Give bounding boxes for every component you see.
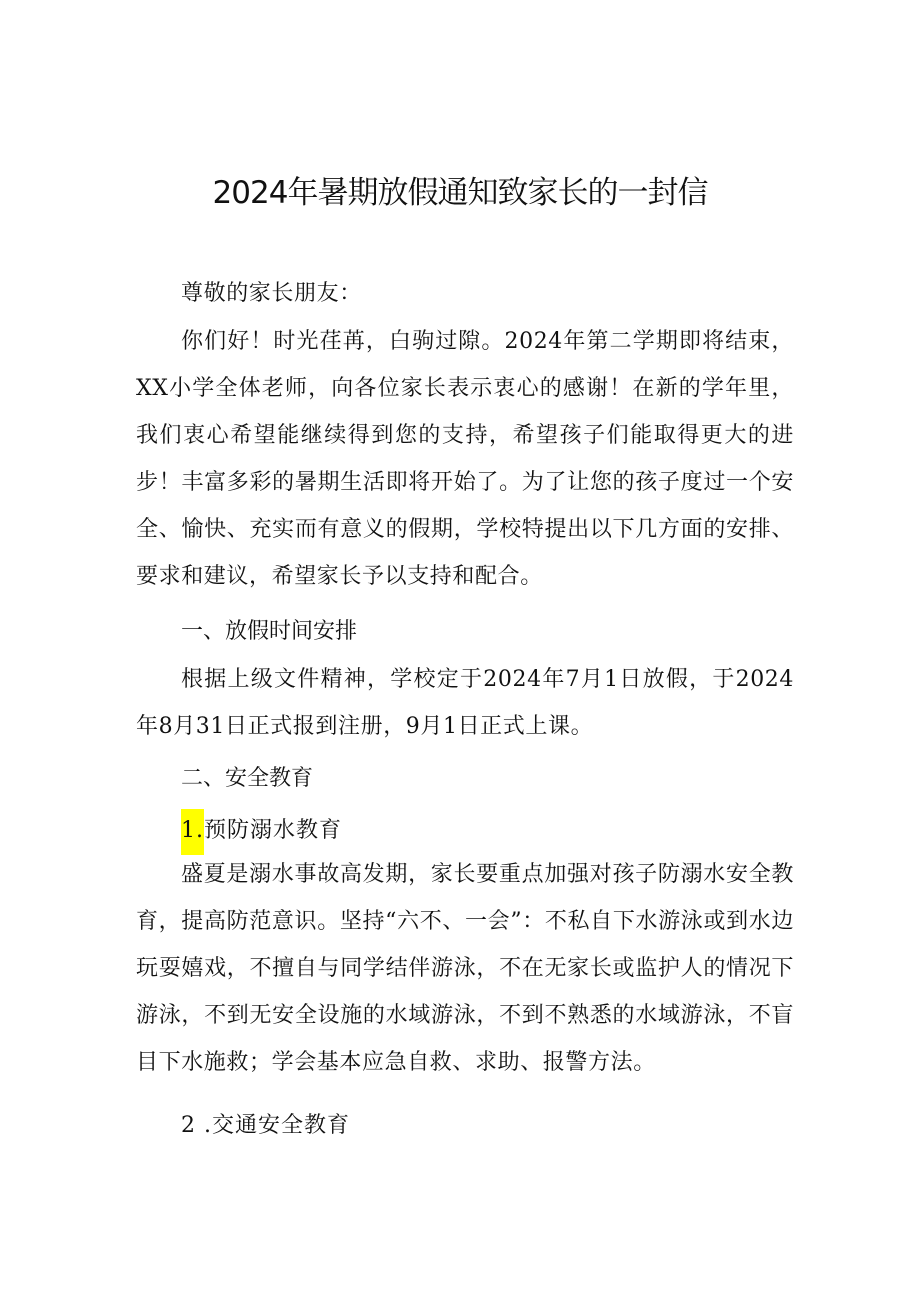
intro-paragraph: 你们好！时光荏苒，白驹过隙。2024年第二学期即将结束，XX小学全体老师，向各位家长表示衷心的感谢！在新的学年里，我们衷心希望能继续得到您的支持，希望孩子们能取得更大的进步！丰富多彩的暑期生活即将开始了。为了让您的孩子度过一个安全、愉快、充实而有意义的假期，学校特提出以下几方面的安排、要求和建议，希望家长予以支持和配合。 bbox=[136, 329, 794, 589]
drowning-prevention-paragraph: 盛夏是溺水事故高发期，家长要重点加强对孩子防溺水安全教育，提高防范意识。坚持“六不、一会”：不私自下水游泳或到水边玩耍嬉戏，不擅自与同学结伴游泳，不在无家长或监护人的情况下游泳，不到无安全设施的水域游泳，不到不熟悉的水域游泳，不盲目下水施救；学会基本应急自救、求助、报警方法。 bbox=[136, 862, 794, 1075]
document-title: 2024年暑期放假通知致家长的一封信 bbox=[212, 175, 708, 211]
salutation: 尊敬的家长朋友： bbox=[181, 281, 362, 306]
vacation-schedule-paragraph: 根据上级文件精神，学校定于2024年7月1日放假，于2024年8月31日正式报到注册，9月1日正式上课。 bbox=[136, 667, 794, 739]
highlighted-number: 1. bbox=[181, 809, 204, 855]
subsection-label: 预防溺水教育 bbox=[204, 818, 343, 843]
section-heading-vacation-schedule: 一、放假时间安排 bbox=[181, 619, 358, 644]
subsection-heading-traffic-safety: 2 .交通安全教育 bbox=[181, 1113, 350, 1138]
subsection-heading-drowning-prevention bbox=[181, 809, 342, 855]
section-heading-safety-education: 二、安全教育 bbox=[181, 766, 314, 791]
